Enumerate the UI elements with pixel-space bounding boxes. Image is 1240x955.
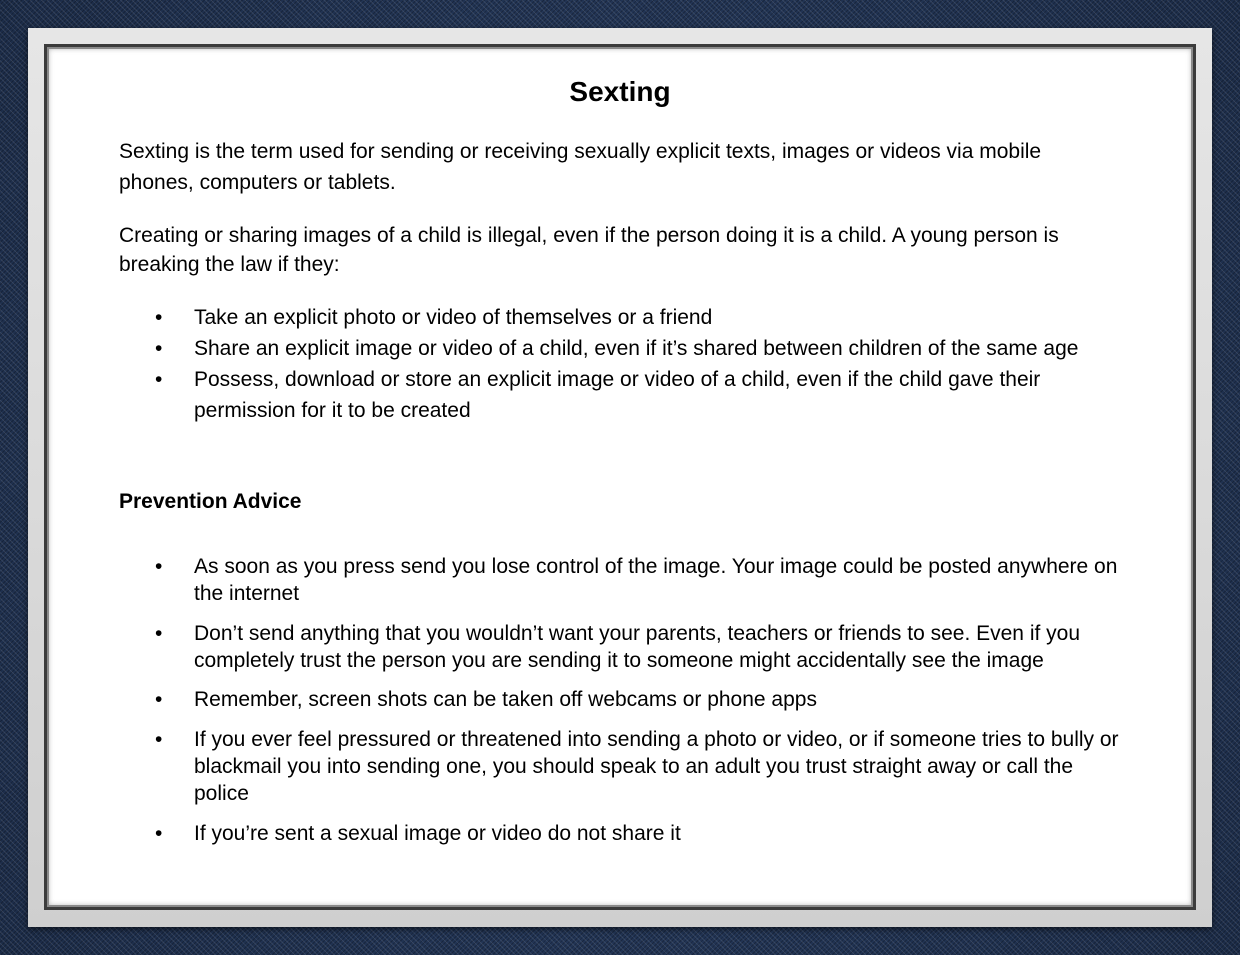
list-item (150, 364, 1130, 426)
list-item-text: As soon as you press send you lose control of the image. Your image could be posted anywhere on the internet (194, 555, 1118, 605)
bullet-icon: • (155, 337, 163, 360)
bullet-icon: • (155, 306, 163, 329)
list-item (150, 302, 1130, 333)
list-item (150, 620, 1130, 674)
bullet-icon: • (155, 368, 163, 391)
list-item-text: Remember, screen shots can be taken off webcams or phone apps (194, 688, 817, 711)
law-paragraph: Creating or sharing images of a child is illegal, even if the person doing it is a child. A young person is breaking the law if they: (119, 224, 1059, 276)
list-item-text: Possess, download or store an explicit image or video of a child, even if the child gave their permission for it to be created (194, 368, 1041, 422)
list-item-text: Don’t send anything that you wouldn’t want your parents, teachers or friends to see. Even if you completely trust the person you are sending it to someone might accidentally see the image (194, 622, 1081, 672)
list-item-text: Share an explicit image or video of a child, even if it’s shared between children of the same age (194, 337, 1079, 360)
bullet-icon: • (155, 822, 163, 845)
list-item-text: Take an explicit photo or video of themselves or a friend (194, 306, 713, 329)
list-item (150, 553, 1130, 607)
law-list (150, 302, 1130, 426)
list-item-text: If you ever feel pressured or threatened into sending a photo or video, or if someone tries to bully or blackmail you into sending one, you should speak to an adult you trust straight away or call the police (194, 728, 1119, 805)
intro-paragraph: Sexting is the term used for sending or receiving sexually explicit texts, images or videos via mobile phones, computers or tablets. (119, 140, 1042, 194)
list-item (150, 686, 1130, 713)
list-item (150, 820, 1130, 847)
bullet-icon: • (155, 728, 163, 751)
bullet-icon: • (155, 688, 163, 711)
list-item-text: If you’re sent a sexual image or video do not share it (194, 822, 681, 845)
list-item (150, 726, 1130, 807)
bullet-icon: • (155, 555, 163, 578)
list-item (150, 333, 1130, 364)
prevention-list (150, 553, 1130, 859)
page-title: Sexting (569, 76, 671, 107)
bullet-icon: • (155, 622, 163, 645)
prevention-heading: Prevention Advice (119, 490, 302, 513)
